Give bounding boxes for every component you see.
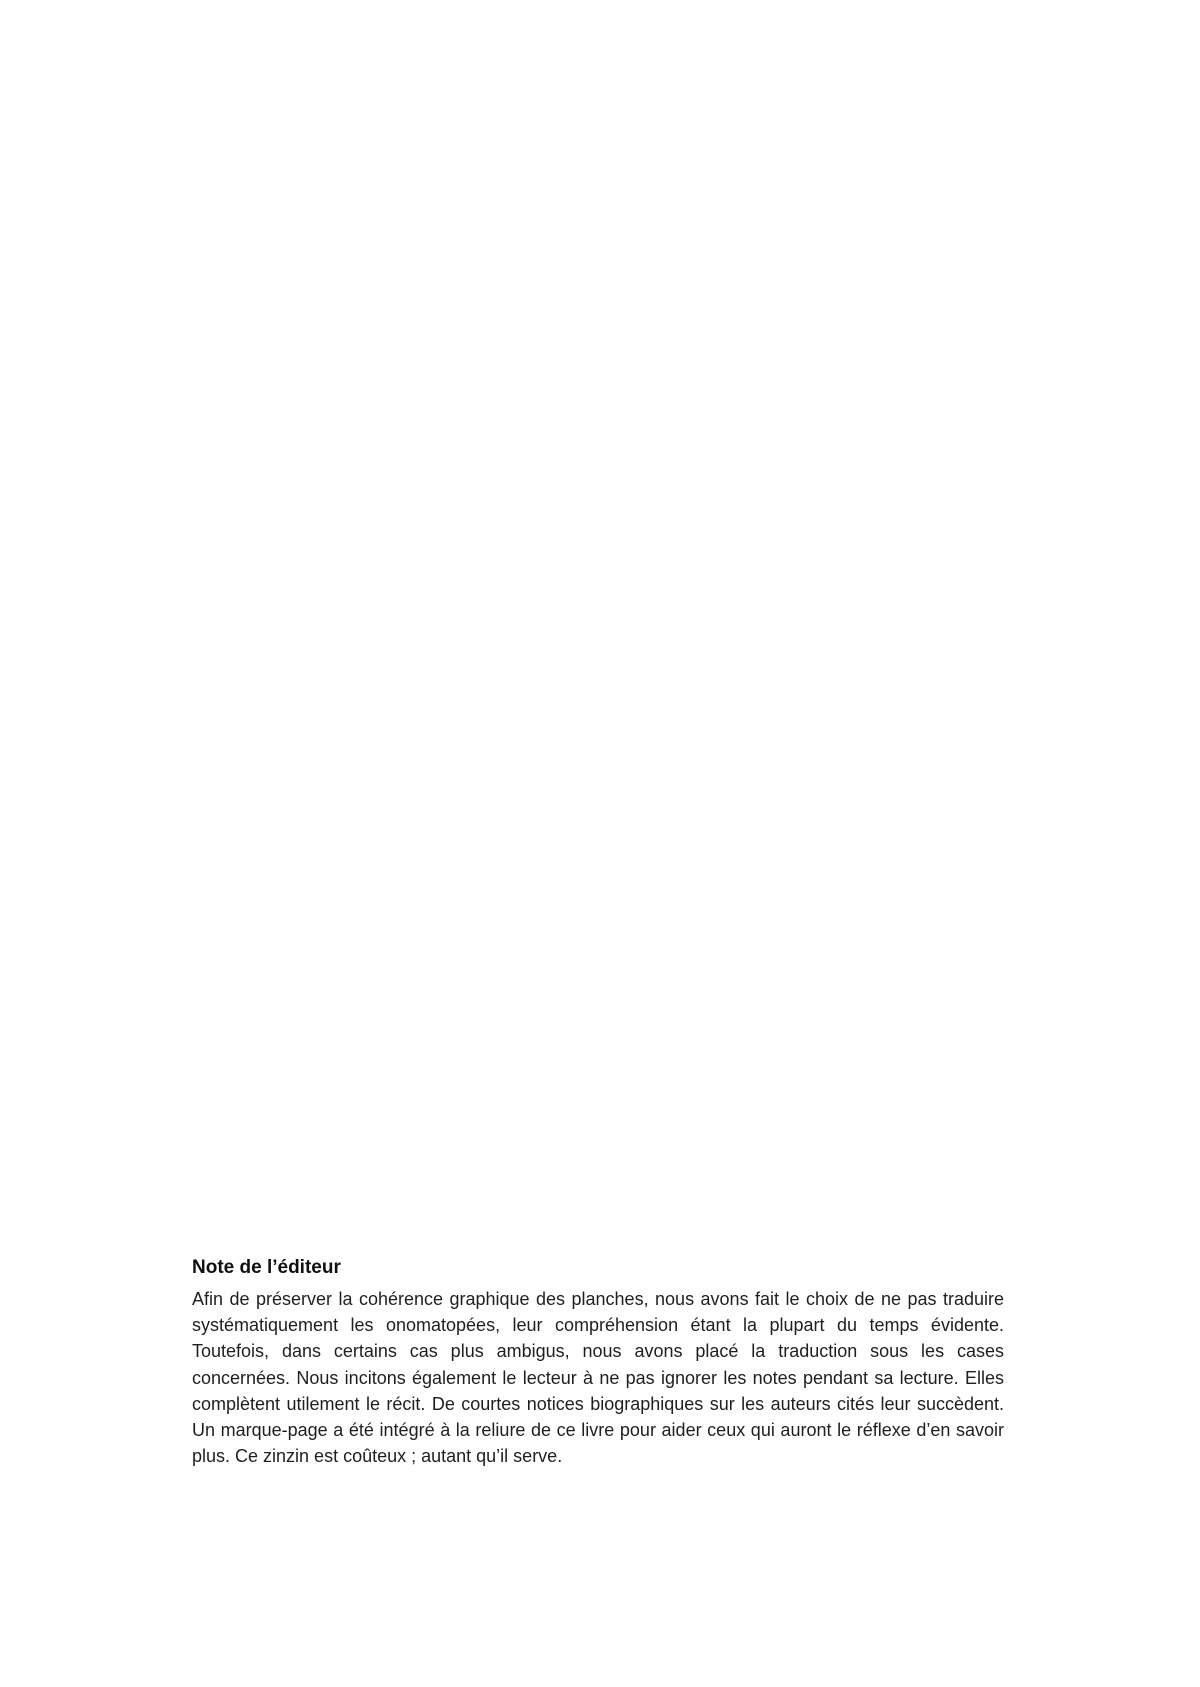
editor-note-body: Afin de préserver la cohérence graphique des planches, nous avons fait le choix de ne pas traduire systématiquement les onomatopées, leur compréhension étant la plupart du temps évidente. Toutefois, dans certains cas plus ambigus, nous avons placé la traduction sous les cases concernées. Nous incitons également le lecteur à ne pas ignorer les notes pendant sa lecture. Elles complètent utilement le récit. De courtes notices biographiques sur les auteurs cités leur succèdent. Un marque-page a été intégré à la reliure de ce livre pour aider ceux qui auront le réflexe d’en savoir plus. Ce zinzin est coûteux ; autant qu’il serve. (192, 1289, 1004, 1467)
editor-note (192, 1256, 1004, 1469)
editor-note-title: Note de l’éditeur (192, 1257, 341, 1278)
